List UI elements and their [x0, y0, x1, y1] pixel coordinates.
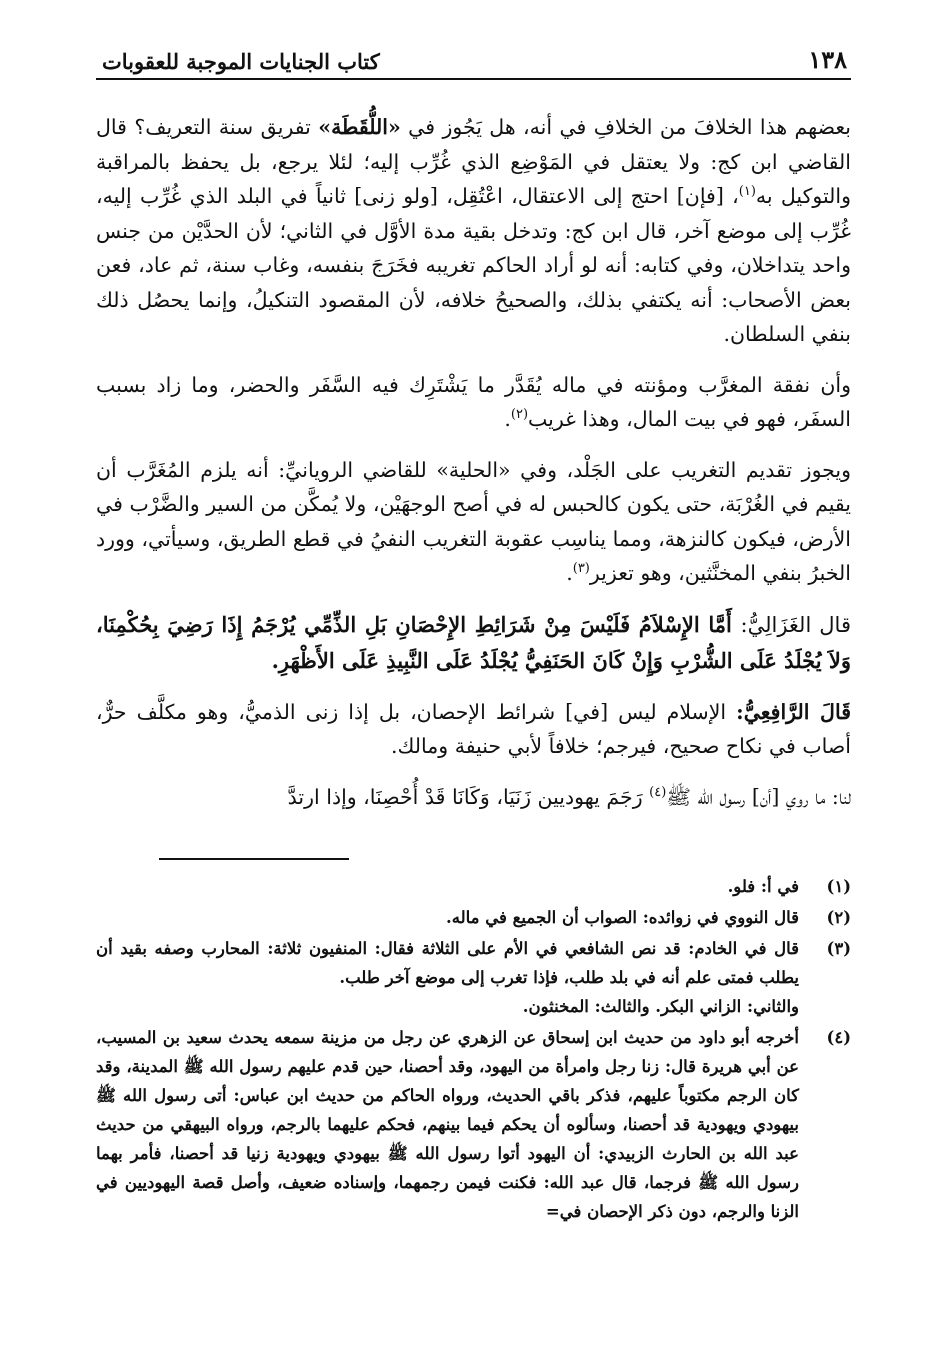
- footnote-body: [96, 934, 799, 1021]
- text-segment: .: [566, 561, 573, 585]
- speaker-label: قَالَ الرَّافِعِيُّ:: [736, 699, 851, 724]
- main-text: [96, 110, 851, 814]
- footnote-number: (١): [826, 877, 851, 896]
- footnote-text: أخرجه أبو داود من حديث ابن إسحاق عن الزهري عن رجل من مزينة سمعه يحدث سعيد بن المسيب، عن أبي هريرة قال: زنا رجل وامرأة من اليهود، وقد أحصنا، حين قدم عليهم رسول الله ﷺ المدينة، وقد كان الرجم مكتوباً عليهم، فذكر باقي الحديث، ورواه الحاكم من حديث ابن عباس: أتى رسول الله ﷺ بيهودي ويهودية قد أحصنا، وسألوه أن يحكم فيما بينهم، فحكم عليهما بالرجم، ورواه البيهقي من حديث عبد الله بن الحارث الزبيدي: أن اليهود أتوا رسول الله ﷺ بيهودي ويهودية زنيا قد أحصنا، فأمر بهما رسول الله ﷺ فرجما، قال عبد الله: فكنت فيمن رجمهما، وإسناده ضعيف، وأصل قصة اليهوديين في الزنا والرجم، دون ذكر الإحصان في=: [96, 1028, 799, 1221]
- page-number: ١٣٨: [808, 45, 847, 74]
- running-title: كتاب الجنايات الموجبة للعقوبات: [102, 49, 380, 74]
- footnote-number: (٣): [826, 939, 851, 958]
- paragraph-6: [96, 780, 851, 815]
- footnote-text: قال في الخادم: قد نص الشافعي في الأم على الثلاثة فقال: المنفيون ثلاثة: المحارب وصفه بقيد أن يطلب فمتى علم أنه في بلد طلب، فإذا تغرب إلى موضع آخر طلب.: [96, 939, 799, 987]
- text-segment: ويجوز تقديم التغريب على الجَلْد، وفي «الحلية» للقاضي الرويانيِّ: أنه يلزم المُغَرَّب أن يقيم في الغُرْبَة، حتى يكون كالحبس له في أصح الوجهَيْن، ولا يُمكَّن من السير والضَّرْب في الأرض، فيكون كالنزهة، ومما يناسِب عقوبة التغريب النفيُ في قطع الطريق، وسيأتي، وورد الخبرُ بنفي المخنَّثين، وهو تعزير: [96, 457, 851, 585]
- footnote-ref[interactable]: (٤): [649, 784, 667, 800]
- text-segment: لنا: ما روي [أن] رسول الله ﷺ: [666, 784, 851, 809]
- footnote-text: قال النووي في زوائده: الصواب أن الجميع في ماله.: [446, 908, 799, 927]
- footnote-1: [96, 872, 851, 901]
- footnotes: [96, 872, 851, 1226]
- paragraph-3: [96, 453, 851, 591]
- footnote-ref[interactable]: (١): [738, 184, 756, 200]
- text-segment: رَجَمَ يهوديين زَنَيَا، وَكَانَا قَدْ أُحْصِنَا، وإذا ارتدَّ: [287, 784, 650, 809]
- footnote-number: (٢): [826, 908, 851, 927]
- paragraph-ghazali: [96, 607, 851, 679]
- footnote-ref[interactable]: (٣): [572, 561, 590, 577]
- paragraph-rafii: [96, 695, 851, 764]
- text-segment: بعضهم هذا الخلافَ من الخلافِ في أنه، هل يَجُوز في: [400, 115, 852, 139]
- text-segment: .: [504, 407, 511, 431]
- text-segment: ، [فإن] احتج إلى الاعتقال، اعْتُقِل، [ولو زنى] ثانياً في البلد الذي غُرِّب إليه، غُرِّب إلى موضع آخر، قال ابن كج: وتدخل بقية مدة الأوَّل في الثاني؛ لأن الحدَّيْن من جنس واحد يتداخلان، وفي كتابه: أنه لو أراد الحاكم تغريبه فخَرَجَ بنفسه، وغاب سنة، ثم عاد، فعن بعض الأصحاب: أنه يكتفي بذلك، والصحيحُ خلافه، لأن المقصود التنكيلُ، وإنما يحصُل ذلك بنفي السلطان.: [96, 184, 851, 346]
- footnote-separator: [96, 830, 851, 872]
- quoted-term: «اللُّقَطَة»: [318, 115, 401, 139]
- footnote-4: [96, 1023, 851, 1226]
- footnote-ref[interactable]: (٢): [510, 407, 529, 423]
- matn-text: أَمَّا الإِسْلاَمُ فَلَيْسَ مِنْ شَرَائِطِ الإِحْصَانِ بَلِ الذِّمِّي يُرْجَمُ إِذَا رَضِيَ بِحُكْمِنَا، وَلاَ يُجْلَدُ عَلَى الشُّرْبِ وَإِنْ كَانَ الحَنَفِيُّ يُجْلَدُ عَلَى النَّبِيذِ عَلَى الأَظْهَرِ.: [96, 611, 851, 673]
- text-segment: الإسلام ليس [في] شرائط الإحصان، بل إذا زنى الذميُّ، وهو مكلَّف حرٌّ، أصاب في نكاح صحيح، فيرجم؛ خلافاً لأبي حنيفة ومالك.: [96, 699, 851, 758]
- footnote-text: في أ: فلو.: [727, 877, 799, 896]
- speaker-label: قال الغَزَالِيُّ:: [740, 612, 851, 637]
- text-segment: وأن نفقة المغرَّب ومؤنته في ماله يُقَدَّر ما يَشْتَرِك فيه السَّفَر والحضر، وما زاد بسبب السفَر، فهو في بيت المال، وهذا غريب: [96, 372, 851, 431]
- footnote-2: [96, 903, 851, 932]
- footnote-number: (٤): [826, 1028, 851, 1047]
- footnote-text-continued: والثاني: الزاني البكر. والثالث: المخنثون.: [522, 997, 799, 1016]
- text-segment: تفريق سنة التعريف؟ قال القاضي ابن كج: ولا يعتقل في المَوْضِع الذي غُرِّب إليه؛ لئلا يرجع، بل يحفظ بالمراقبة والتوكيل به: [96, 115, 851, 208]
- footnote-3: [96, 934, 851, 1021]
- paragraph-2: [96, 368, 851, 437]
- paragraph-1: [96, 110, 851, 352]
- running-header: [96, 34, 851, 80]
